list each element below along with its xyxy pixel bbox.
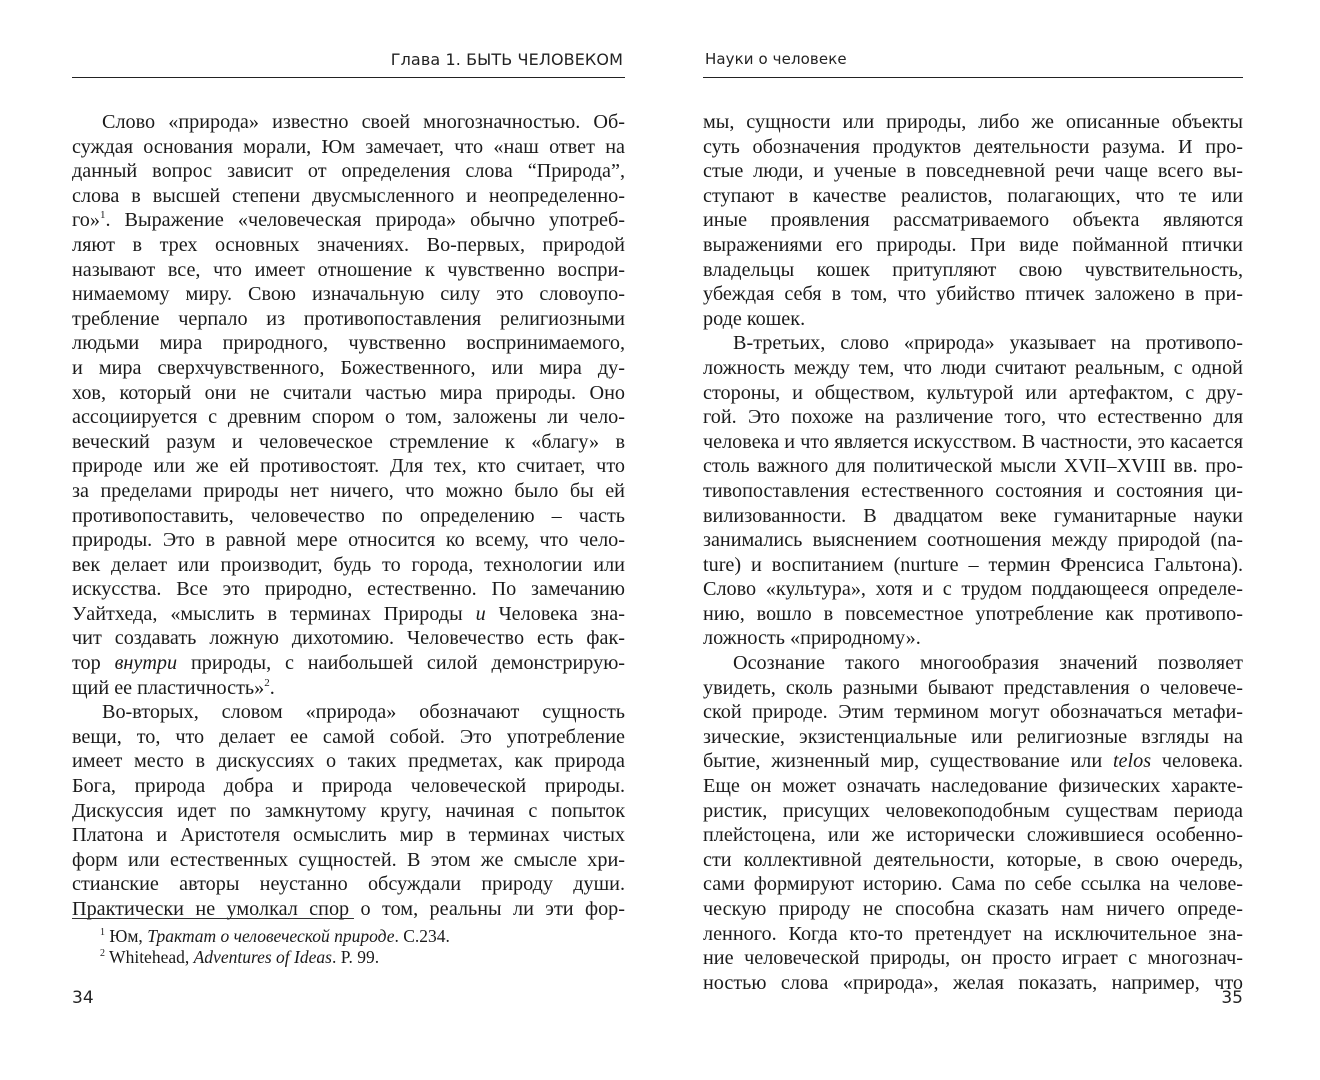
text-line: суть обозначения продуктов деятельности разума. И про- bbox=[703, 135, 1243, 158]
text-line: и мира сверхчувственного, Божественного, или мира ду- bbox=[72, 356, 625, 379]
text-line: плейстоцена, или же исторически сложившиеся особенно- bbox=[703, 824, 1243, 847]
body-text bbox=[72, 110, 625, 922]
text-line: природы. Это в равной мере относится ко всему, что чело- bbox=[72, 529, 625, 552]
text-line: сами формируют историю. Сама по себе ссылка на челове- bbox=[703, 873, 1243, 896]
text-line: ступают в качестве реалистов, полагающих, что те или bbox=[703, 184, 1243, 207]
page-number: 34 bbox=[72, 988, 94, 1008]
text-line: Еще он может означать наследование физических характе- bbox=[703, 775, 1243, 798]
text-line: Уайтхеда, «мыслить в терминах Природы и Человека зна- bbox=[72, 602, 625, 625]
text-line: щий ее пластичность»$^2$. bbox=[72, 676, 275, 699]
page-number: 35 bbox=[1221, 988, 1243, 1008]
text-line: иные проявления рассматриваемого объекта являются bbox=[703, 209, 1243, 232]
text-line: роде кошек. bbox=[703, 307, 806, 330]
italic-text: telos bbox=[1112, 750, 1152, 773]
running-head-section: Науки о человеке bbox=[705, 50, 847, 68]
text-line: тор внутри природы, с наибольшей силой демонстрирую- bbox=[72, 652, 625, 675]
text-line: выражениями его природы. При виде пойманной птички bbox=[703, 233, 1243, 256]
text-line: столь важного для политической мысли XVII–XVIII вв. про- bbox=[703, 455, 1243, 478]
text-line: убеждая себя в том, что убийство птичек заложено в при- bbox=[703, 283, 1243, 306]
footnote-item: $^2$ Whitehead, Adventures of Ideas. P. 99. bbox=[100, 947, 380, 967]
text-line: требление черпало из противопоставления религиозными bbox=[72, 307, 625, 330]
text-line: увидеть, сколь разными бывают представления о человече- bbox=[703, 676, 1243, 699]
running-head-chapter: Глава 1. БЫТЬ ЧЕЛОВЕКОМ bbox=[390, 50, 623, 69]
footnotes bbox=[100, 926, 450, 968]
text-line: Во-вторых, словом «природа» обозначают сущность bbox=[102, 701, 625, 724]
footnote-rule bbox=[72, 918, 354, 919]
italic-text: внутри bbox=[114, 652, 178, 675]
text-line: ческую природу не способна сказать нам ничего опреде- bbox=[703, 898, 1243, 920]
text-line: Дискуссия идет по замкнутому кругу, начиная с попыток bbox=[72, 799, 625, 822]
text-line: чит создавать ложную дихотомию. Человечество есть фак- bbox=[72, 627, 625, 650]
text-line: людьми мира природного, чувственно воспринимаемого, bbox=[72, 332, 625, 355]
footnote-item: $^1$ Юм, Трактат о человеческой природе. С.234. bbox=[100, 926, 450, 946]
text-line: ской природе. Этим термином могут обозначаться метафи- bbox=[703, 701, 1243, 724]
text-line: нимаемому миру. Свою изначальную силу это словоупо- bbox=[72, 283, 625, 306]
text-line: стые люди, и ученые в повседневной речи чаще всего вы- bbox=[703, 160, 1243, 183]
text-line: ложность между тем, что люди считают реальным, с одной bbox=[703, 356, 1243, 379]
text-line: стороны, и обществом, культурой или артефактом, с дру- bbox=[703, 381, 1243, 404]
text-line: веческий разум и человеческое стремление к «благу» в bbox=[72, 430, 625, 453]
text-line: слова в высшей степени двусмысленного и неопределенно- bbox=[72, 184, 625, 207]
text-line: В-третьих, слово «природа» указывает на противопо- bbox=[733, 332, 1243, 355]
footnote-ref[interactable]: 1 bbox=[99, 209, 106, 222]
text-line: нию, вошло в повсеместное употребление как противопо- bbox=[703, 602, 1243, 625]
text-line: мы, сущности или природы, либо же описанные объекты bbox=[703, 111, 1243, 133]
text-line: вилизованности. В двадцатом веке гуманитарные науки bbox=[703, 504, 1243, 527]
left-page bbox=[72, 0, 625, 1080]
body-text bbox=[703, 110, 1243, 995]
text-line: ляют в трех основных значениях. Во-первых, природой bbox=[72, 233, 625, 256]
text-line: занимались выяснением соотношения между природой (na- bbox=[703, 529, 1243, 552]
text-line: ture) и воспитанием (nurture – термин Френсиса Гальтона). bbox=[703, 553, 1243, 576]
text-line: бытие, жизненный мир, существование или telos человека. bbox=[703, 750, 1243, 773]
text-line: тивопоставления естественного состояния и состояния ци- bbox=[703, 479, 1243, 502]
text-line: Слово «культура», хотя и с трудом поддающееся определе- bbox=[703, 578, 1243, 601]
text-line: ленного. Когда кто-то претендует на исключительное зна- bbox=[703, 922, 1243, 945]
text-line: владельцы кошек притупляют свою чувствительность, bbox=[703, 258, 1243, 281]
text-line: хов, который они не считали частью мира природы. Оно bbox=[72, 381, 625, 404]
text-line: суждая основания морали, Юм замечает, что «наш ответ на bbox=[72, 135, 625, 158]
text-line: ристик, присущих человекоподобным существам периода bbox=[703, 799, 1243, 822]
text-line: форм или естественных сущностей. В этом же смысле хри- bbox=[72, 848, 625, 871]
text-line: противопоставить, человечество по определению – часть bbox=[72, 504, 625, 527]
header-rule bbox=[72, 77, 625, 78]
text-line: сти коллективной деятельности, которые, в свою очередь, bbox=[703, 848, 1243, 871]
text-line: век делает или производит, будь то города, технологии или bbox=[72, 553, 625, 576]
text-line: ассоциируется с древним спором о том, заложены ли чело- bbox=[72, 406, 625, 429]
text-line: Бога, природа добра и природа человеческой природы. bbox=[72, 775, 625, 798]
text-line: Слово «природа» известно своей многозначностью. Об- bbox=[102, 111, 625, 133]
text-line: ложность «природному». bbox=[703, 627, 921, 650]
text-line: Практически не умолкал спор о том, реальны ли эти фор- bbox=[72, 898, 625, 920]
text-line: называют все, что имеет отношение к чувственно воспри- bbox=[72, 258, 625, 281]
text-line: стианские авторы неустанно обсуждали природу души. bbox=[72, 873, 625, 896]
text-line: Платона и Аристотеля осмыслить мир в терминах чистых bbox=[72, 824, 625, 847]
right-page bbox=[703, 0, 1243, 1080]
italic-text: и bbox=[475, 602, 486, 625]
text-line: природе или же ей противостоят. Для тех, кто считает, что bbox=[72, 455, 625, 478]
footnote-ref[interactable]: 2 bbox=[264, 676, 270, 689]
text-line: зические, экзистенциальные или религиозные взгляды на bbox=[703, 725, 1243, 748]
text-line: за пределами природы нет ничего, что можно было бы ей bbox=[72, 479, 625, 502]
text-line: ние человеческой природы, он просто играет с многознач- bbox=[703, 947, 1243, 970]
text-line: Осознание такого многообразия значений позволяет bbox=[733, 652, 1243, 675]
header-rule bbox=[703, 77, 1243, 78]
text-line: вещи, то, что делает ее самой собой. Это употребление bbox=[72, 725, 625, 748]
text-line: го»$^1$. Выражение «человеческая природа» обычно употреб- bbox=[72, 209, 625, 232]
text-line: человека и что является искусством. В частности, это касается bbox=[703, 430, 1243, 453]
text-line: данный вопрос зависит от определения слова “Природа”, bbox=[72, 160, 625, 183]
text-line: искусства. Все это природно, естественно. По замечанию bbox=[72, 578, 625, 601]
text-line: гой. Это похоже на различение того, что естественно для bbox=[703, 406, 1243, 429]
text-line: ностью слова «природа», желая показать, например, что bbox=[703, 971, 1243, 994]
text-line: имеет место в дискуссиях о таких предметах, как природа bbox=[72, 750, 625, 773]
